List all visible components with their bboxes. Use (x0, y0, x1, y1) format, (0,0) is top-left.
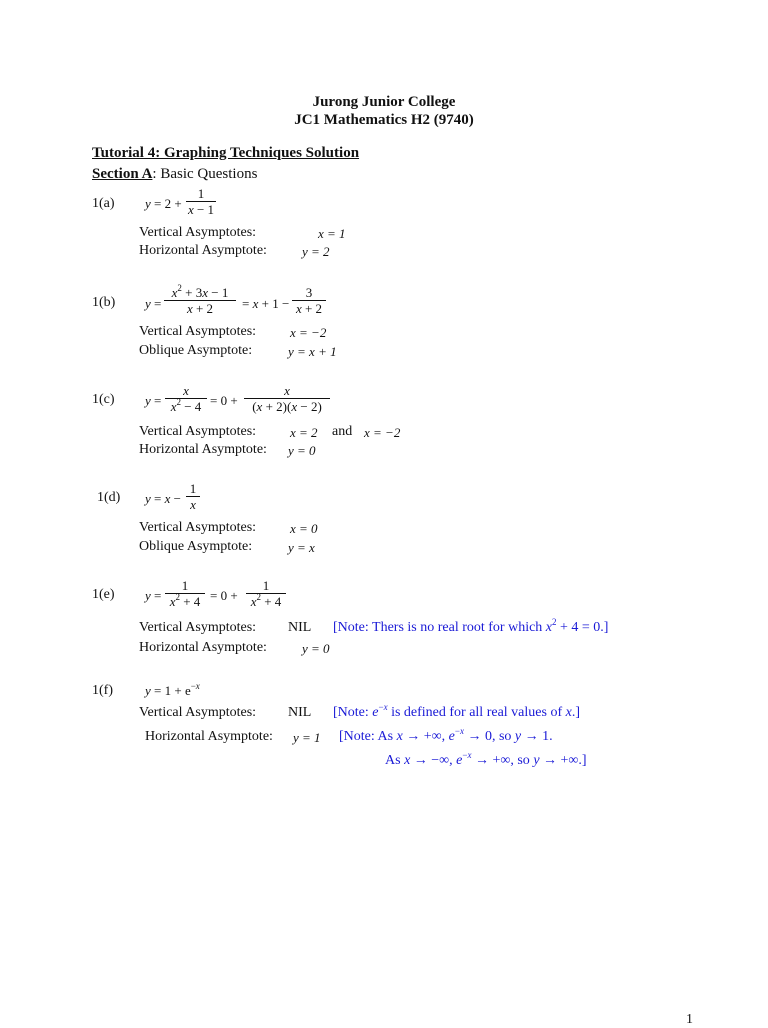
q1f-ha-note-line2: As x → −∞, $e^{-x}$ → +∞, so y → +∞.] (385, 750, 587, 768)
q1b-va-value: x = −2 (290, 325, 327, 340)
q1c-ha-label: Horizontal Asymptote: (139, 442, 267, 457)
question-1d-number: 1(d) (97, 490, 121, 505)
q1c-fraction-2: $\frac{x}{(x + 2)(x - 2)}$ (244, 383, 330, 415)
question-1e-number: 1(e) (92, 587, 115, 602)
q1a-fraction: $\frac{1}{x - 1}$ (187, 186, 215, 217)
section-heading (92, 166, 257, 183)
q1c-equation-lhs: y = (145, 393, 162, 408)
q1f-equation: $y = 1 + e^{-x}$ (145, 681, 200, 698)
section-rest: : Basic Questions (152, 166, 258, 182)
q1a-equation-lhs: y = 2 + (145, 196, 182, 211)
q1d-va-label: Vertical Asymptotes: (139, 520, 257, 535)
q1e-ha-label: Horizontal Asymptote: (139, 640, 267, 655)
q1d-va-value: x = 0 (290, 521, 318, 536)
q1e-va-label: Vertical Asymptotes: (139, 620, 257, 635)
question-1c-number: 1(c) (92, 392, 115, 407)
q1f-ha-value: y = 1 (293, 730, 321, 745)
page-number: 1 (686, 1012, 693, 1027)
question-1b-number: 1(b) (92, 295, 116, 310)
q1e-fraction-1: $\frac{1}{x^2 + 4}$ (165, 578, 205, 610)
q1b-fraction-1: $\frac{x^2 + 3x - 1}{x + 2}$ (164, 285, 236, 317)
q1a-va-label: Vertical Asymptotes: (139, 225, 257, 240)
q1f-ha-label: Horizontal Asymptote: (145, 729, 273, 744)
q1a-ha-value: y = 2 (302, 244, 330, 259)
course-title: JC1 Mathematics H2 (9740) (294, 112, 474, 128)
q1b-equation-middle: = x + 1 − (242, 296, 290, 311)
q1e-fraction-2: $\frac{1}{x^2 + 4}$ (246, 578, 286, 610)
q1f-ha-note-line1: [Note: As x → +∞, $e^{-x} \to 0$, so y → 1. (339, 726, 553, 744)
q1c-va-value-1: x = 2 (290, 425, 318, 440)
q1f-va-value: NIL (288, 705, 312, 720)
q1b-oa-value: y = x + 1 (288, 344, 337, 359)
q1e-equation-middle: = 0 + (210, 588, 238, 603)
q1f-va-note: [Note: $e^{-x}$ is defined for all real values of x.] (333, 702, 580, 720)
q1e-equation-lhs: y = (145, 588, 162, 603)
q1e-va-value: NIL (288, 620, 312, 635)
q1b-fraction-2: $\frac{3}{x + 2}$ (292, 285, 326, 317)
q1b-equation-lhs: y = (145, 296, 162, 311)
tutorial-title: Tutorial 4: Graphing Techniques Solution (92, 145, 360, 161)
q1c-fraction-1: $\frac{x}{x^2 - 4}$ (165, 383, 207, 415)
q1b-va-label: Vertical Asymptotes: (139, 324, 257, 339)
q1c-ha-value: y = 0 (288, 443, 316, 458)
question-1f-number: 1(f) (92, 683, 113, 698)
question-1a-number: 1(a) (92, 196, 115, 211)
q1e-note: [Note: Thers is no real root for which $x^2 + 4 = 0$.] (333, 617, 609, 635)
q1c-va-value-2: x = −2 (364, 425, 401, 440)
q1b-oa-label: Oblique Asymptote: (139, 343, 253, 358)
school-name: Jurong Junior College (312, 94, 456, 110)
q1e-ha-value: y = 0 (302, 641, 330, 656)
q1d-fraction: $\frac{1}{x}$ (186, 481, 200, 513)
q1c-and: and (332, 424, 353, 439)
q1a-va-value: x = 1 (318, 226, 346, 241)
section-label: Section A (92, 166, 153, 182)
q1c-equation-middle: = 0 + (210, 393, 238, 408)
q1d-oa-value: y = x (288, 540, 315, 555)
q1c-va-label: Vertical Asymptotes: (139, 424, 257, 439)
q1d-oa-label: Oblique Asymptote: (139, 539, 253, 554)
q1d-equation-lhs: y = x − (145, 491, 181, 506)
q1a-ha-label: Horizontal Asymptote: (139, 243, 267, 258)
q1f-va-label: Vertical Asymptotes: (139, 705, 257, 720)
